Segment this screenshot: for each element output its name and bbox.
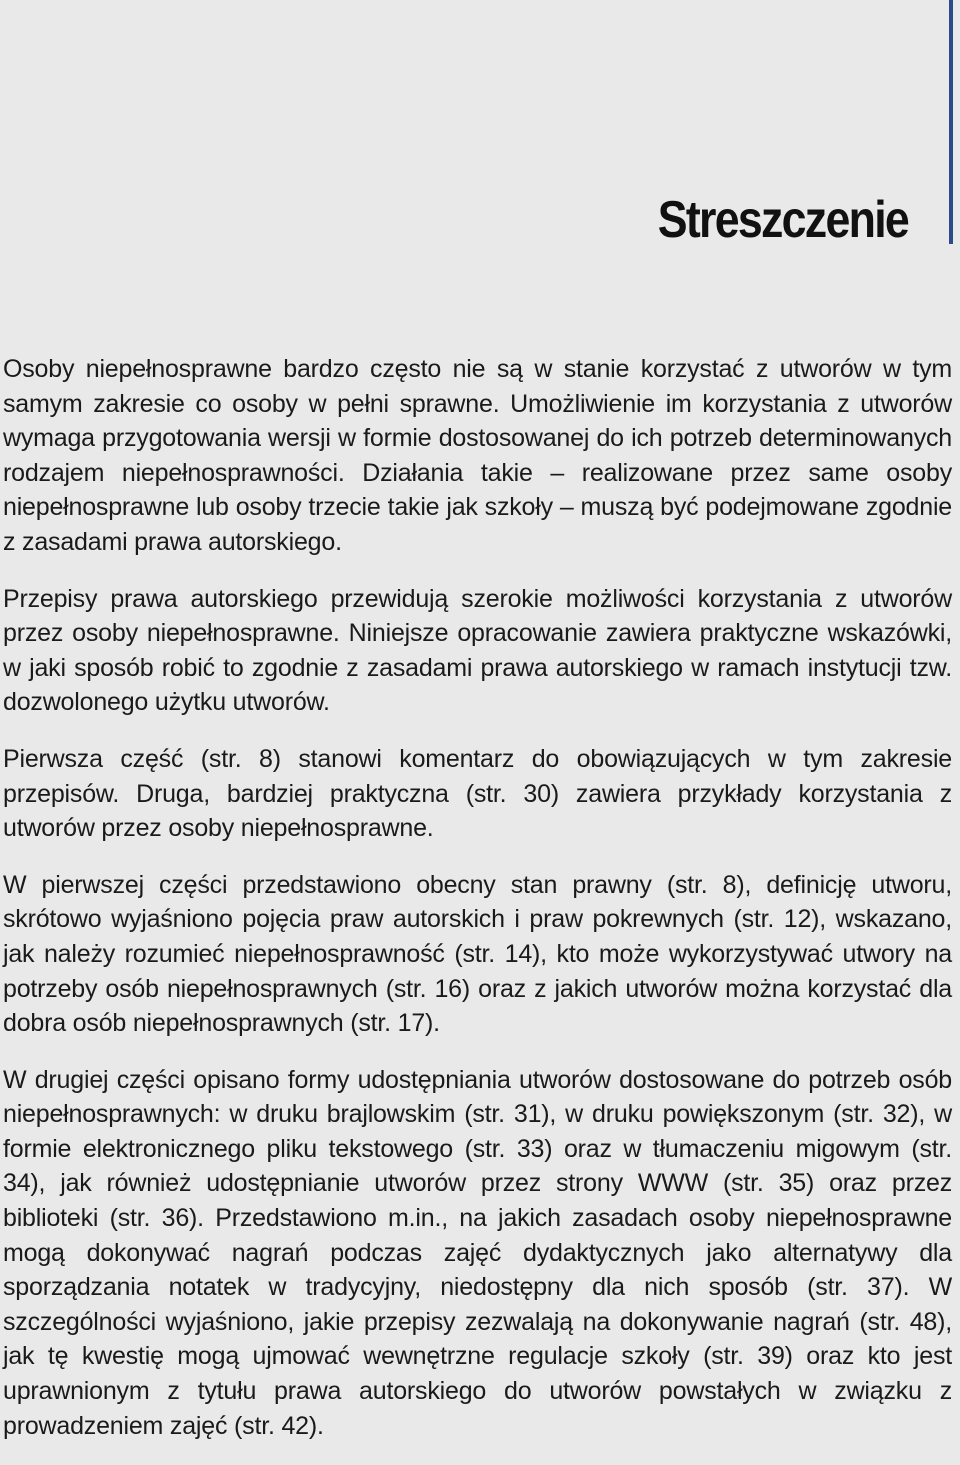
- summary-body: [3, 352, 952, 1465]
- paragraph-part-two: W drugiej części opisano formy udostępniania utworów dostosowane do potrzeb osób niepełnosprawnych: w druku brajlowskim (str. 31), w druku powiększonym (str. 32), w formie elektronicznego pliku tekstowego (str. 33) oraz w tłumaczeniu migowym (str. 34), jak również udostępnianie utworów przez strony WWW (str. 35) oraz przez biblioteki (str. 36). Przedstawiono m.in., na jakich zasadach osoby niepełnosprawne mogą dokonywać nagrań podczas zajęć dydaktycznych jako alternatywy dla sporządzania notatek w tradycyjny, niedostępny dla nich sposób (str. 37). W szczególności wyjaśniono, jakie przepisy zezwalają na dokonywanie nagrań (str. 48), jak tę kwestię mogą ujmować wewnętrzne regulacje szkoły (str. 39) oraz kto jest uprawnionym z tytułu prawa autorskiego do utworów powstałych w związku z prowadzeniem zajęć (str. 42).: [3, 1065, 952, 1440]
- paragraph-intro: Osoby niepełnosprawne bardzo często nie są w stanie korzystać z utworów w tym samym zakresie co osoby w pełni sprawne. Umożliwienie im korzystania z utworów wymaga przygotowania wersji w formie dostosowanej do ich potrzeb determinowanych rodzajem niepełnosprawności. Działania takie – realizowane przez same osoby niepełnosprawne lub osoby trzecie takie jak szkoły – muszą być podejmowane zgodnie z zasadami prawa autorskiego.: [3, 355, 952, 556]
- paragraph-part-one: W pierwszej części przedstawiono obecny stan prawny (str. 8), definicję utworu, skrótowo wyjaśniono pojęcia praw autorskich i praw pokrewnych (str. 12), wskazano, jak należy rozumieć niepełnosprawność (str. 14), kto może wykorzystywać utwory na potrzeby osób niepełnosprawnych (str. 16) oraz z jakich utworów można korzystać dla dobra osób niepełnosprawnych (str. 17).: [3, 870, 952, 1038]
- accent-bar: [949, 0, 953, 244]
- paragraph-structure: Pierwsza część (str. 8) stanowi komentarz do obowiązujących w tym zakresie przepisów. Druga, bardziej praktyczna (str. 30) zawiera przykłady korzystania z utworów przez osoby niepełnosprawne.: [3, 744, 952, 843]
- paragraph-regulations: Przepisy prawa autorskiego przewidują szerokie możliwości korzystania z utworów przez osoby niepełnosprawne. Niniejsze opracowanie zawiera praktyczne wskazówki, w jaki sposób robić to zgodnie z zasadami prawa autorskiego w ramach instytucji tzw. dozwolonego użytku utworów.: [3, 584, 952, 717]
- page-title: Streszczenie: [657, 191, 908, 249]
